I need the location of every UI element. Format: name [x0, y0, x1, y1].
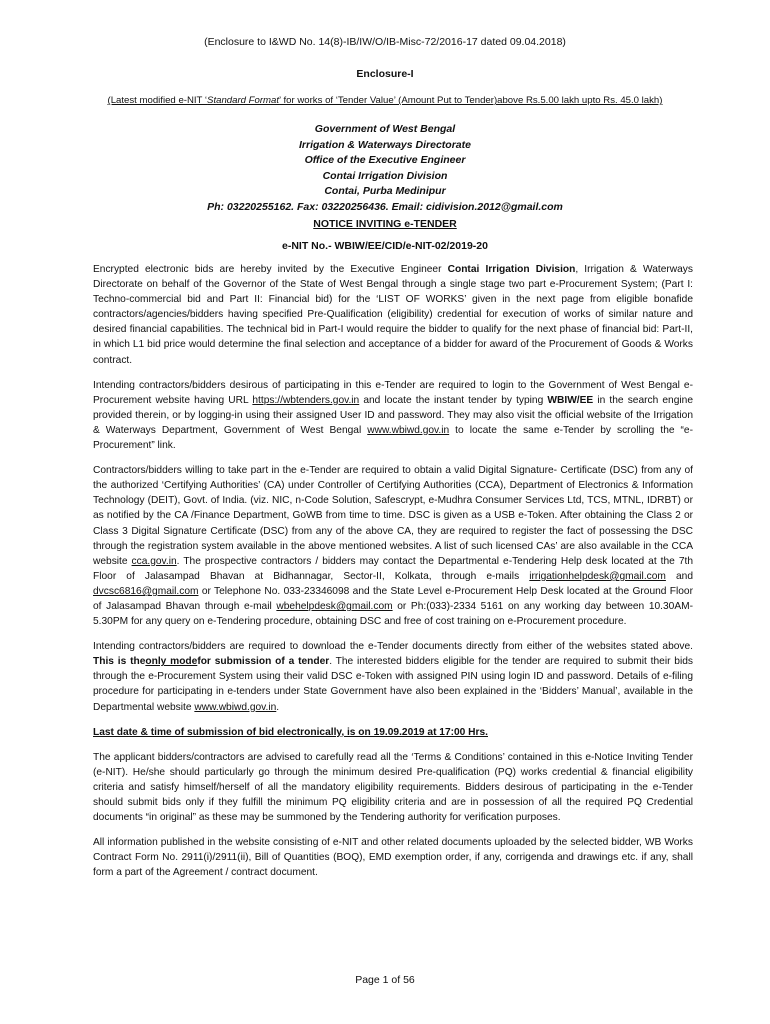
- wbtenders-link[interactable]: https://wbtenders.gov.in: [252, 394, 360, 406]
- enit-number: e-NIT No.- WBIW/EE/CID/e-NIT-02/2019-20: [282, 240, 488, 252]
- office-line: Government of West Bengal: [314, 123, 456, 135]
- office-line: Contai Irrigation Division: [322, 169, 448, 182]
- office-address-block: [0, 122, 770, 215]
- helpdesk-email-link[interactable]: irrigationhelpdesk@gmail.com: [529, 570, 666, 582]
- wbiwd-link-2[interactable]: www.wbiwd.gov.in: [194, 701, 277, 713]
- paragraph-information: All information published in the website consisting of e-NIT and other related documents uploaded by the selected bidder, WB Works Contract Form No. 2911(i)/2911(ii), Bill of Quantities (BOQ), EMD exemption order, if any, corrigenda and drawings etc. if any, shall form a part of the Agreement / contract document.: [93, 837, 693, 879]
- notice-body: [93, 262, 693, 890]
- office-line: Contai, Purba Medinipur: [324, 185, 446, 197]
- notice-title: NOTICE INVITING e-TENDER: [313, 218, 457, 230]
- last-date-line: Last date & time of submission of bid electronically, is on 19.09.2019 at 17:00 Hrs.: [93, 726, 488, 738]
- paragraph-bids-invited: Encrypted electronic bids are hereby invited by the Executive Engineer Contai Irrigation Division, Irrigation & Waterways Directorate on behalf of the Governor of the State of West Bengal through a single stage two part e-Procurement System; (Part I: Techno-commercial bid and Part II: Financial bid) for the ‘LIST OF WORKS’ given in the next page from eligible bonafide contractors/agencies/bidders having specified Pre-Qualification (eligibility) credential for execution of works of similar nature and desired financial capabilities. The technical bid in Part-I would require the bidder to qualify for the next phase of financial bid: Part-II, in which L1 bid price would determine the final selection and acceptance of a bidder for award of the Procurement of Goods & Works contract.: [93, 264, 693, 366]
- paragraph-login: Intending contractors/bidders desirous of participating in this e-Tender are required to login to the Government of West Bengal e-Procurement website having URL https://wbtenders.gov.in and locate the instant tender by typing WBIW/EE in the search engine provided therein, or by logging-in using their assigned User ID and password. They may also visit the official website of the Irrigation & Waterways Department, Government of West Bengal www.wbiwd.gov.in to locate the same e-Tender by scrolling the “e-Procurement” link.: [93, 379, 693, 452]
- page-number: Page 1 of 56: [355, 974, 415, 986]
- enclosure-reference: (Enclosure to I&WD No. 14(8)-IB/IW/O/IB-Misc-72/2016-17 dated 09.04.2018): [204, 36, 566, 48]
- wbiwd-link[interactable]: www.wbiwd.gov.in: [367, 424, 450, 436]
- office-contact-line: Ph: 03220255162. Fax: 03220256436. Email: cidivision.2012@gmail.com: [207, 200, 563, 213]
- dvcsc-email-link[interactable]: dvcsc6816@gmail.com: [93, 585, 199, 597]
- format-subtitle: (Latest modified e-NIT ‘Standard Format’ for works of ‘Tender Value’ (Amount Put to Tender)above Rs.5.00 lakh upto Rs. 45.0 lakh): [107, 95, 663, 106]
- cca-link[interactable]: cca.gov.in: [131, 555, 177, 567]
- wbehelpdesk-email-link[interactable]: wbehelpdesk@gmail.com: [276, 600, 393, 612]
- office-line: Office of the Executive Engineer: [304, 154, 466, 166]
- office-line: Irrigation & Waterways Directorate: [299, 138, 471, 151]
- paragraph-download: Intending contractors/bidders are required to download the e-Tender documents directly from either of the websites stated above. This is theonly modefor submission of a tender. The interested bidders eligible for the tender are required to submit their bids through the e-Procurement System using their valid DSC e-Token with assigned PIN using login ID and password. Details of e-filing procedure for participating in e-tenders under State Government have also been explained in the ‘Bidders’ Manual’, available in the Departmental website www.wbiwd.gov.in.: [93, 641, 693, 713]
- enclosure-title: Enclosure-I: [356, 68, 414, 80]
- paragraph-terms: The applicant bidders/contractors are advised to carefully read all the ‘Terms & Conditions’ contained in this e-Notice Inviting Tender (e-NIT). He/she should particularly go through the minimum desired Pre-qualification (PQ) works credential & financial eligibility criteria and satisfy himself/herself of all the mandatory eligibility requirements. Bidders desirous of participating in the e-Tender should submit bids only if they fulfill the minimum PQ eligibility criteria and are in possession of all the required PQ Credential documents “in original” as these may be summoned by the Tendering authority for verification purposes.: [93, 751, 693, 824]
- paragraph-dsc: Contractors/bidders willing to take part in the e-Tender are required to obtain a valid Digital Signature- Certificate (DSC) from any of the authorized ‘Certifying Authorities’ (CA) under Controller of Certifying Authorities (CCA), Department of Electronics & Information Technology (DEIT), Govt. of India. (viz. NIC, n-Code Solution, Safescrypt, e-Mudhra Consumer Services Ltd, TCS, MTNL, IDRBT) or as notified by the CA /Finance Department, GoWB from time to time. DSC is given as a USB e-Token. After obtaining the Class 2 or Class 3 Digital Signature Certificate (DSC) from any of the above CA, they are required to register the fact of possessing the DSC through the registration system available in the above mentioned websites. A list of such licensed CAs’ are also available in the CCA website cca.gov.in. The prospective contractors / bidders may contact the Departmental e-Tendering Help desk located at the 7th Floor of Jalasampad Bhavan at Bidhannagar, Sector-II, Kolkata, through e-mails irrigationhelpdesk@gmail.com and dvcsc6816@gmail.com or Telephone No. 033-23346098 and the State Level e-Procurement Help Desk located at the Ground Floor of Jalasampad Bhavan through e-mail wbehelpdesk@gmail.com or Ph:(033)-2334 5161 on any working day between 10.30AM-5.30PM for any query on e-Tendering procedure, obtaining DSC and free of cost training on e-Procurement procedure.: [93, 465, 694, 628]
